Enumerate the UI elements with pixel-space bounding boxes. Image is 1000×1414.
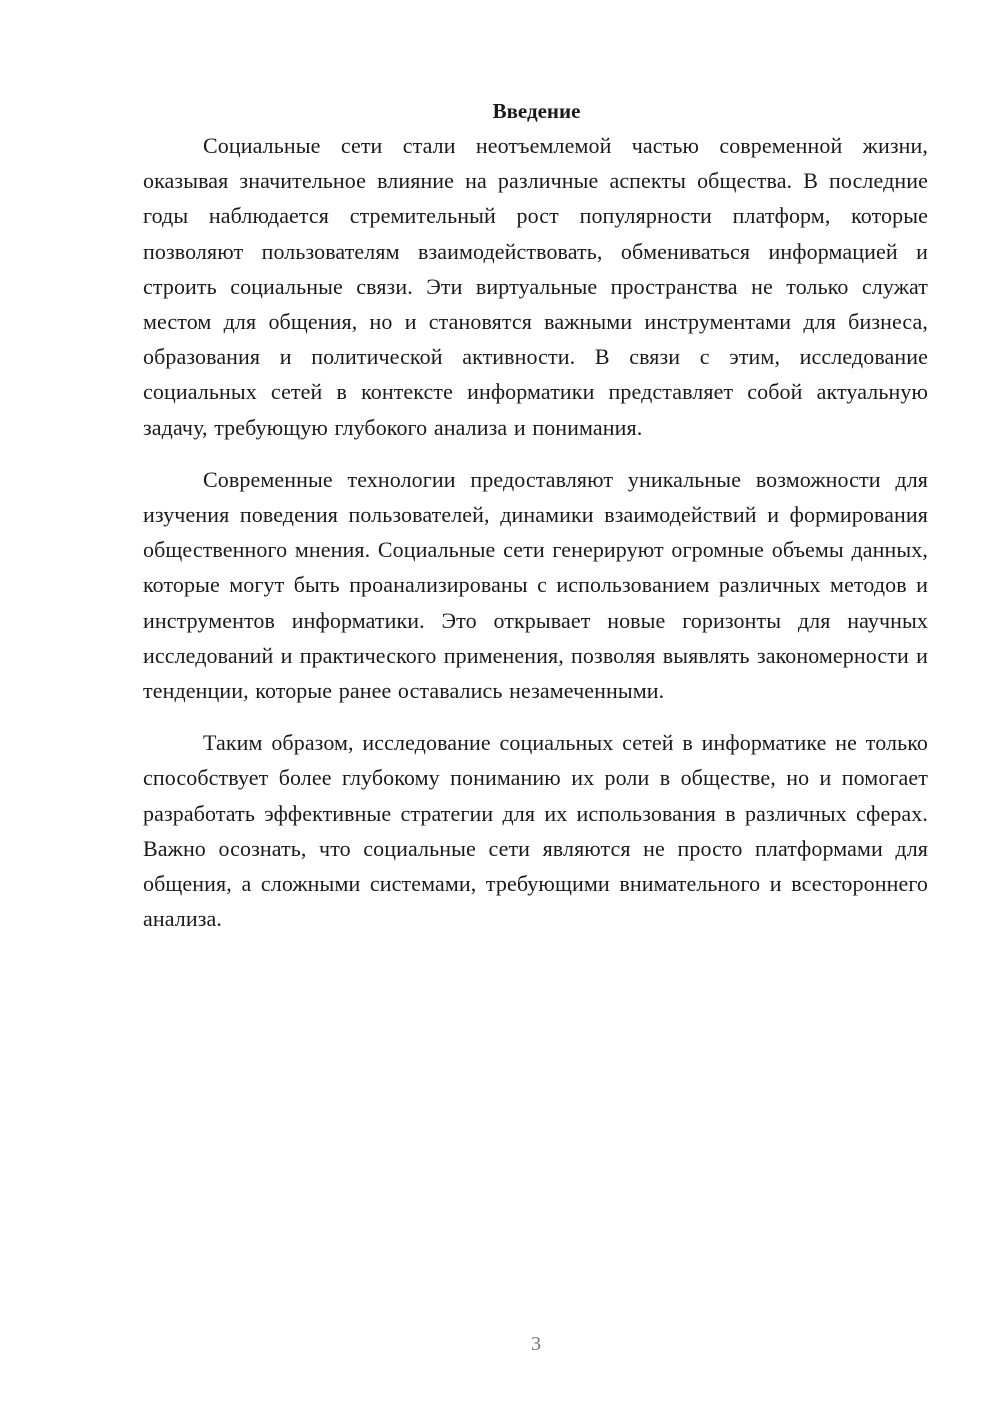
paragraph-technologies: Современные технологии предоставляют уникальные возможности для изучения поведения пользователей, динамики взаимодействий и формирования общественного мнения. Социальные сети генерируют огромные объемы данных, которые могут быть проанализированы с использованием различных методов и инструментов информатики. Это открывает новые горизонты для научных исследований и практического применения, позволяя выявлять закономерности и тенденции, которые ранее оставались незамеченными. xyxy=(143,466,928,704)
page-number: 3 xyxy=(531,1333,541,1355)
paragraph-conclusion: Таким образом, исследование социальных сетей в информатике не только способствует более глубокому пониманию их роли в обществе, но и помогает разработать эффективные стратегии для их использования в различных сферах. Важно осознать, что социальные сети являются не просто платформами для общения, а сложными системами, требующими внимательного и всестороннего анализа. xyxy=(143,730,928,932)
paragraph-intro: Социальные сети стали неотъемлемой частью современной жизни, оказывая значительное влияние на различные аспекты общества. В последние годы наблюдается стремительный рост популярности платформ, которые позволяют пользователям взаимодействовать, обмениваться информацией и строить социальные связи. Эти виртуальные пространства не только служат местом для общения, но и становятся важными инструментами для бизнеса, образования и политической активности. В связи с этим, исследование социальных сетей в контексте информатики представляет собой актуальную задачу, требующую глубокого анализа и понимания. xyxy=(143,133,928,440)
section-heading: Введение xyxy=(492,99,581,123)
page-content xyxy=(143,96,928,953)
